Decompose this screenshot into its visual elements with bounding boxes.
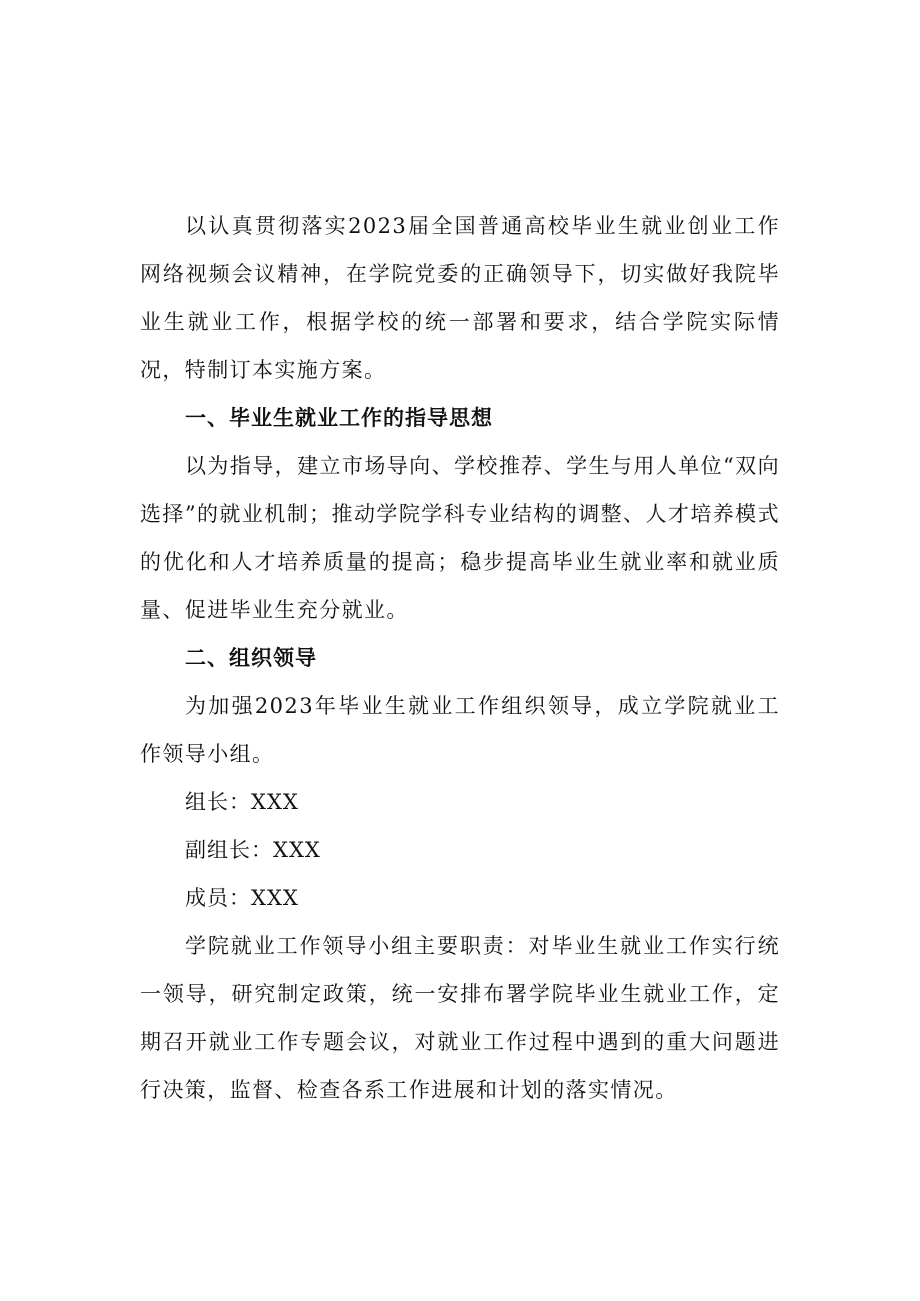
intro-paragraph: 以认真贯彻落实2023届全国普通高校毕业生就业创业工作网络视频会议精神，在学院党委的正确领导下，切实做好我院毕业生就业工作，根据学校的统一部署和要求，结合学院实际情况，特制订本实施方案。 [140, 214, 780, 382]
group-leader-line: 组长：XXX [185, 790, 299, 814]
section-1-heading: 一、毕业生就业工作的指导思想 [185, 406, 493, 430]
duties-paragraph: 学院就业工作领导小组主要职责：对毕业生就业工作实行统一领导，研究制定政策，统一安排布署学院毕业生就业工作，定期召开就业工作专题会议，对就业工作过程中遇到的重大问题进行决策，监督、检查各系工作进展和计划的落实情况。 [140, 934, 780, 1102]
section-2-paragraph: 为加强2023年毕业生就业工作组织领导，成立学院就业工作领导小组。 [140, 694, 780, 766]
deputy-leader-line: 副组长：XXX [185, 838, 321, 862]
members-line: 成员：XXX [185, 886, 299, 910]
section-1-paragraph: 以为指导，建立市场导向、学校推荐、学生与用人单位“双向选择”的就业机制；推动学院学科专业结构的调整、人才培养模式的优化和人才培养质量的提高；稳步提高毕业生就业率和就业质量、促进毕业生充分就业。 [140, 454, 780, 622]
document-body [140, 202, 780, 1114]
section-2-heading: 二、组织领导 [185, 646, 317, 670]
